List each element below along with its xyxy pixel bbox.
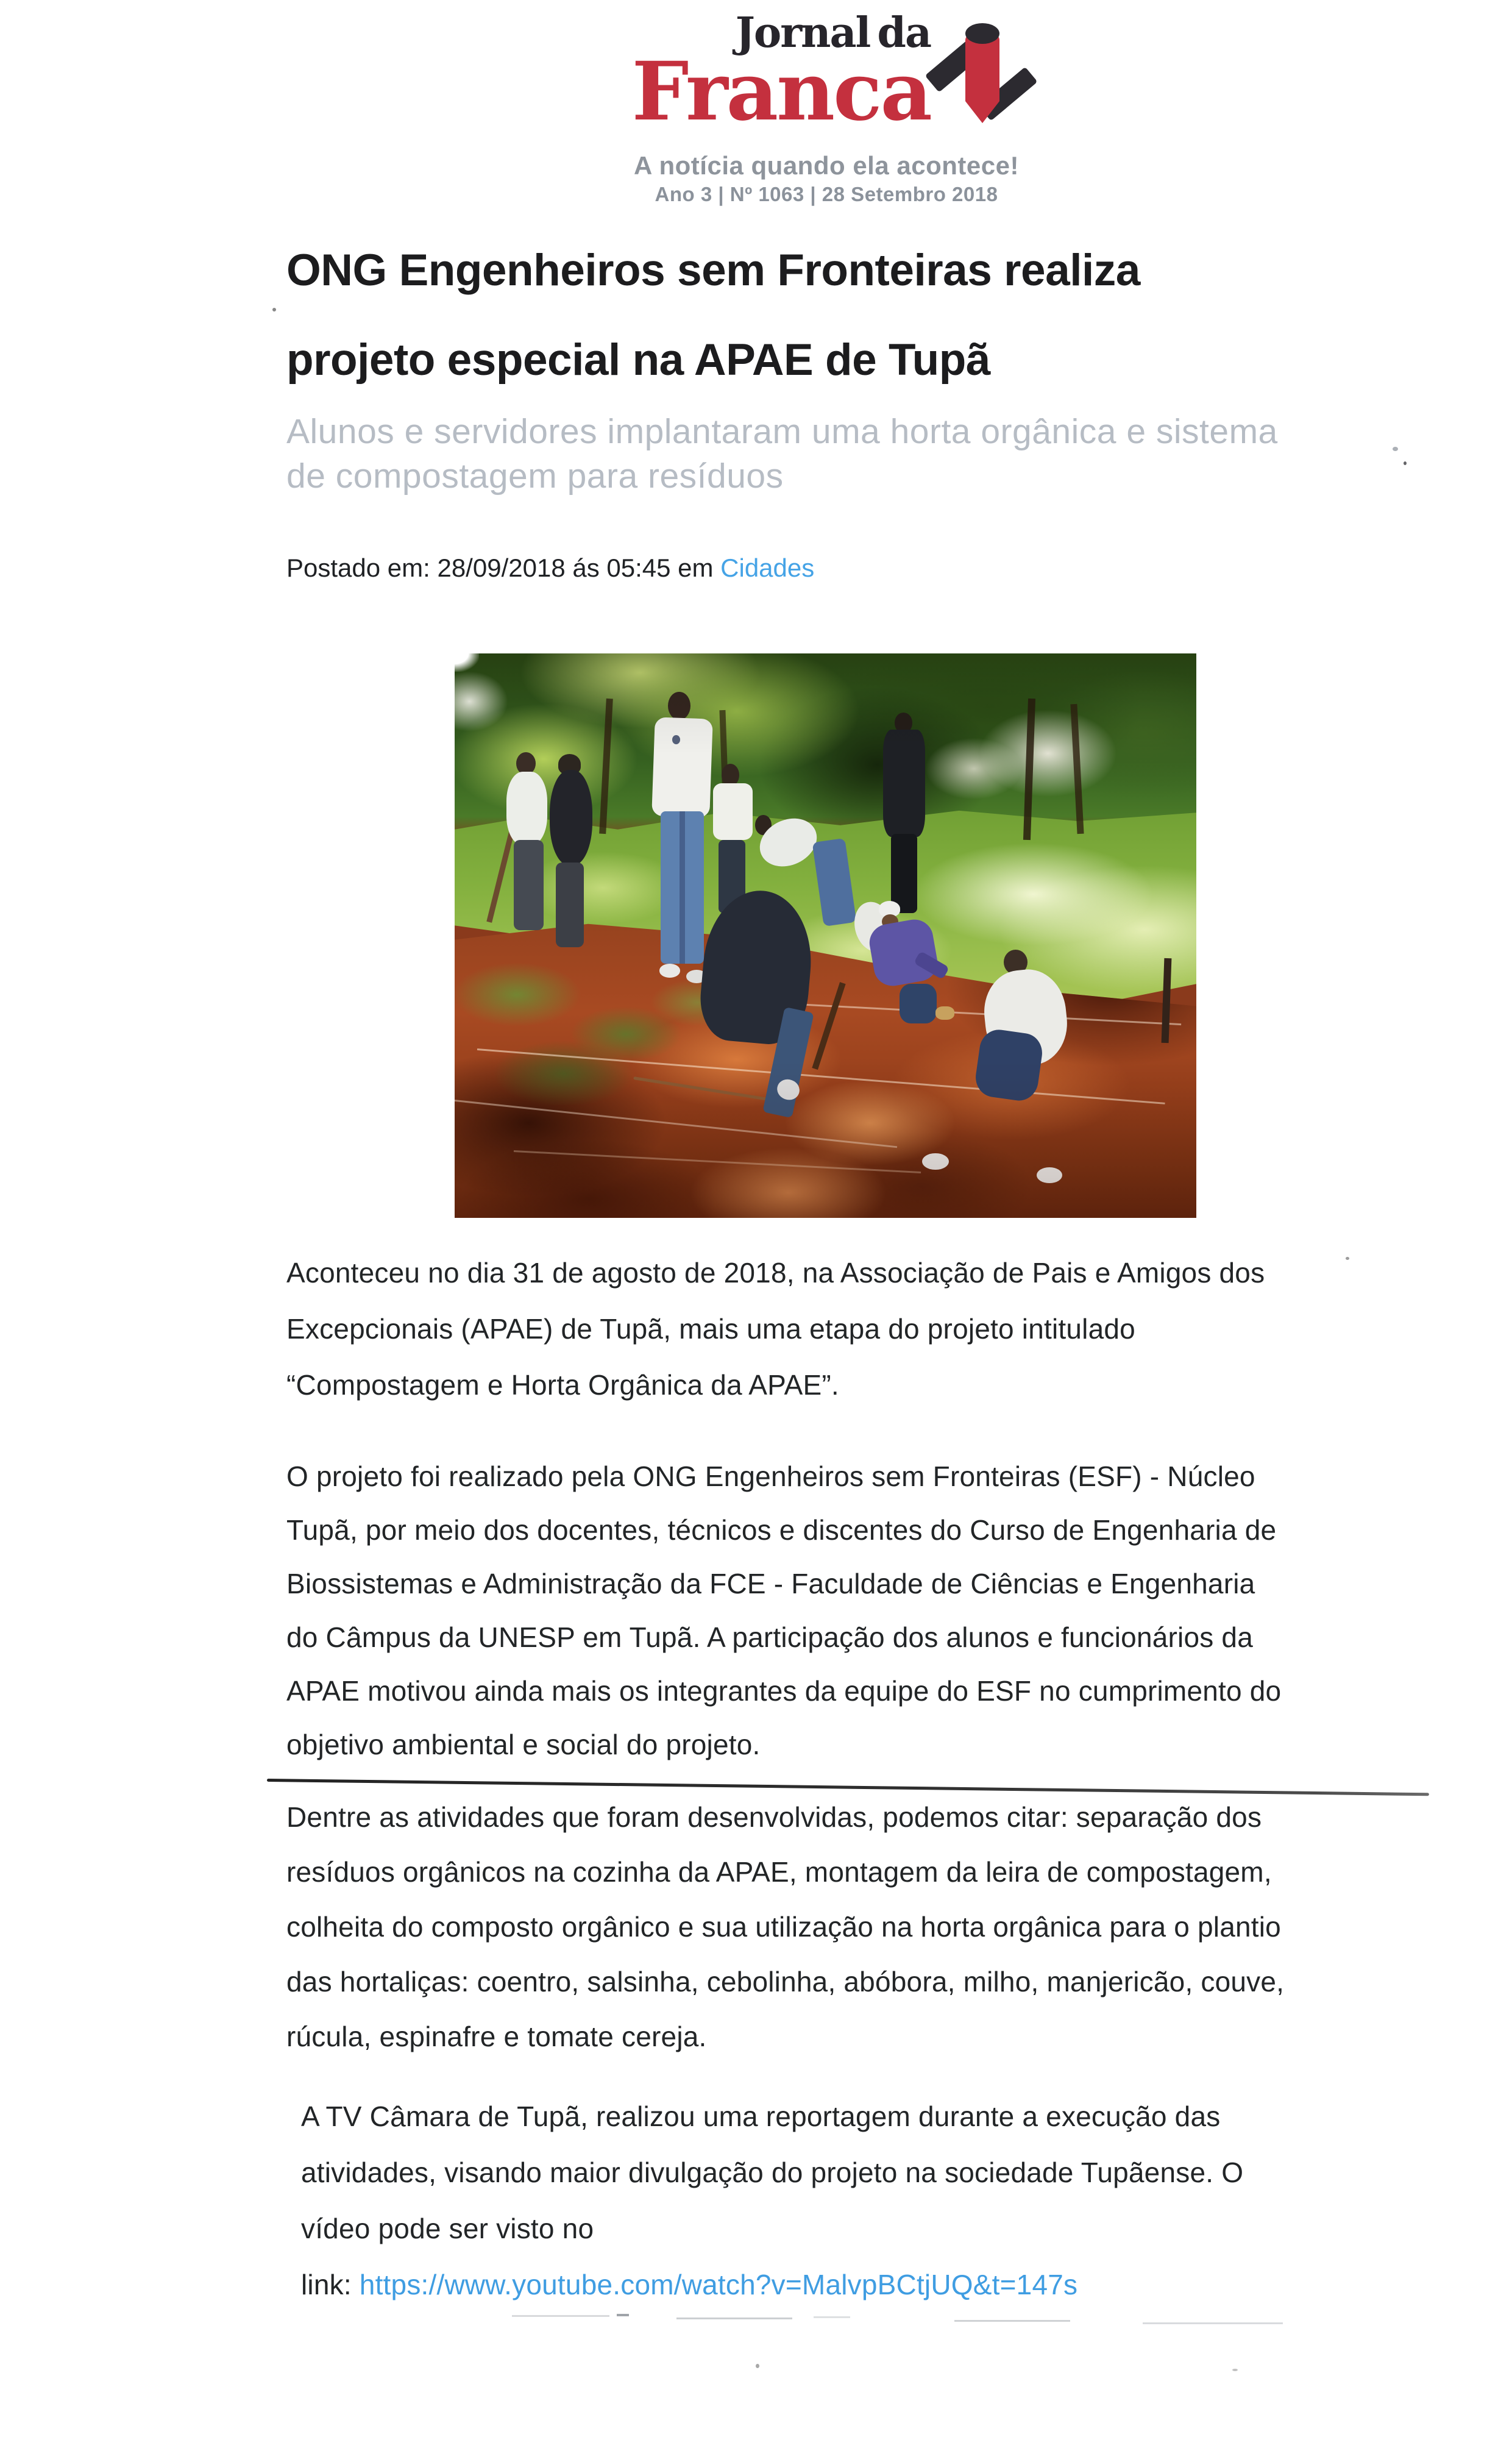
scan-noise-dash: [617, 2314, 629, 2316]
body-line: colheita do composto orgânico e sua utilização na horta orgânica para o plantio: [286, 1911, 1281, 1943]
scan-noise-dash: [1143, 2322, 1283, 2324]
scan-noise-dash: [512, 2315, 609, 2317]
body-line: Biossistemas e Administração da FCE - Faculdade de Ciências e Engenharia: [286, 1568, 1255, 1599]
body-line: Aconteceu no dia 31 de agosto de 2018, na Associação de Pais e Amigos dos: [286, 1257, 1265, 1289]
article-subtitle-line-2: de compostagem para resíduos: [286, 457, 784, 496]
scan-speck: [272, 308, 276, 311]
pencil-logo-icon: [937, 18, 1029, 128]
body-line: resíduos orgânicos na cozinha da APAE, montagem da leira de compostagem,: [286, 1856, 1272, 1888]
body-line: Excepcionais (APAE) de Tupã, mais uma etapa do projeto intitulado: [286, 1313, 1135, 1345]
article-photo: [455, 653, 1196, 1218]
scan-speck: [756, 2364, 759, 2368]
link-prefix: link:: [301, 2269, 360, 2300]
body-line: A TV Câmara de Tupã, realizou uma reportagem durante a execução das: [301, 2101, 1221, 2132]
article-title-line-2: projeto especial na APAE de Tupã: [286, 335, 990, 385]
body-line: vídeo pode ser visto no: [301, 2213, 594, 2244]
scan-speck: [1404, 461, 1407, 465]
article-title: [286, 226, 1481, 405]
scan-noise-dash: [814, 2316, 850, 2318]
logo-icon-pencil-top: [965, 23, 999, 44]
posted-line: [286, 553, 814, 583]
photo-scan-corner: [455, 653, 479, 672]
body-line: atividades, visando maior divulgação do projeto na sociedade Tupãense. O: [301, 2157, 1244, 2188]
scan-speck: [1346, 1257, 1349, 1260]
video-link-line: [301, 2257, 1459, 2313]
logo-word-franca: Franca: [631, 44, 931, 139]
category-link-cidades[interactable]: Cidades: [720, 553, 815, 582]
logo-word-jornal: Jornal: [735, 9, 870, 57]
paragraph-4: [301, 2088, 1459, 2313]
article-subtitle: [286, 410, 1481, 499]
logo-icon-pencil-tip: [965, 101, 999, 123]
body-line: O projeto foi realizado pela ONG Engenheiros sem Fronteiras (ESF) - Núcleo: [286, 1460, 1255, 1492]
logo-word-da: da: [877, 9, 931, 57]
scan-speck: [1232, 2369, 1238, 2371]
body-line: Tupã, por meio dos docentes, técnicos e discentes do Curso de Engenharia de: [286, 1514, 1277, 1546]
article-subtitle-line-1: Alunos e servidores implantaram uma horta orgânica e sistema: [286, 412, 1278, 451]
paragraph-3: [286, 1790, 1444, 2064]
youtube-link[interactable]: https://www.youtube.com/watch?v=MalvpBCtjUQ&t=147s: [359, 2269, 1078, 2300]
body-line: das hortaliças: coentro, salsinha, cebolinha, abóbora, milho, manjericão, couve,: [286, 1966, 1285, 1997]
body-line: “Compostagem e Horta Orgânica da APAE”.: [286, 1369, 839, 1401]
logo-icon-pencil-body: [965, 34, 999, 101]
photo-vignette: [455, 653, 1196, 1218]
scan-noise-dash: [954, 2320, 1070, 2322]
scan-speck: [1393, 447, 1398, 451]
paragraph-2: [286, 1450, 1444, 1771]
edition-line: Ano 3 | Nº 1063 | 28 Setembro 2018: [655, 183, 998, 205]
body-line: APAE motivou ainda mais os integrantes da equipe do ESF no cumprimento do: [286, 1675, 1282, 1707]
newspaper-logo: [612, 9, 931, 139]
newspaper-tagline: A notícia quando ela acontece!: [634, 151, 1019, 180]
body-line: Dentre as atividades que foram desenvolvidas, podemos citar: separação dos: [286, 1801, 1262, 1833]
body-line: do Câmpus da UNESP em Tupã. A participação dos alunos e funcionários da: [286, 1621, 1253, 1653]
body-line: rúcula, espinafre e tomate cereja.: [286, 2021, 707, 2052]
posted-prefix: Postado em: 28/09/2018 ás 05:45 em: [286, 553, 721, 582]
body-line: objetivo ambiental e social do projeto.: [286, 1729, 761, 1760]
article-title-line-1: ONG Engenheiros sem Fronteiras realiza: [286, 246, 1140, 295]
paragraph-1: [286, 1245, 1444, 1413]
scan-noise-dash: [676, 2318, 792, 2319]
